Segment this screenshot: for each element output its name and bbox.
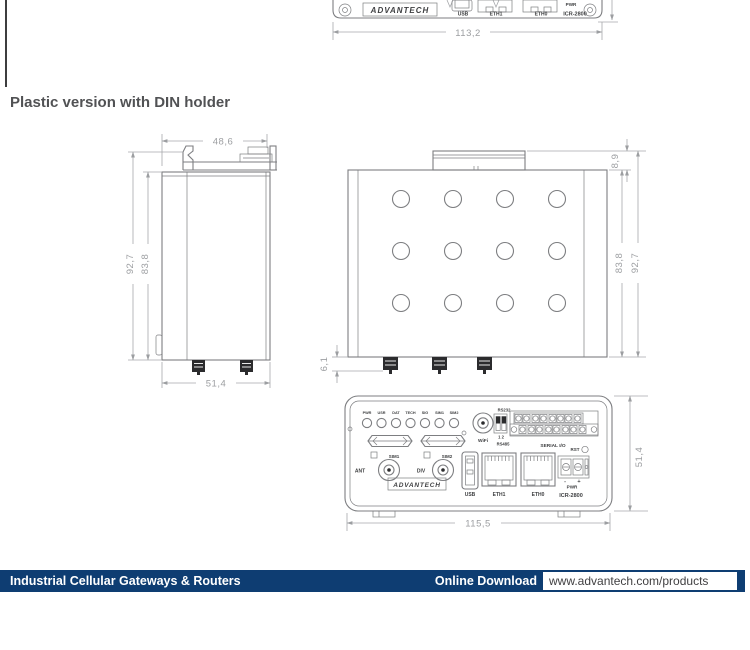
rs485-label: RS485 bbox=[496, 441, 510, 447]
brand-logo-box bbox=[363, 3, 437, 16]
eth1-label: ETH1 bbox=[489, 11, 503, 18]
usb-label: USB bbox=[457, 11, 469, 18]
status-leds bbox=[362, 411, 458, 428]
led-label-dat: DAT bbox=[392, 411, 400, 415]
led-label-sim1: SIM1 bbox=[435, 411, 444, 415]
cut-dim-arrow-right bbox=[493, 0, 499, 7]
led-label-sig: SIG bbox=[421, 411, 429, 415]
wifi-label: WiFi bbox=[477, 439, 489, 444]
front-panel-drawing bbox=[345, 396, 648, 531]
dim-83-8-side: 83,8 bbox=[140, 253, 151, 275]
sim1-eject-icon bbox=[371, 452, 377, 458]
eth1-label-front: ETH1 bbox=[492, 492, 506, 498]
eth1-port-front bbox=[482, 453, 516, 486]
led-label-sim2: SIM2 bbox=[449, 411, 459, 415]
din-rail-tab-top bbox=[433, 151, 525, 170]
eth0-label-front: ETH0 bbox=[531, 492, 545, 498]
power-terminal-block bbox=[558, 456, 589, 478]
pwr-label: PWR bbox=[565, 2, 577, 7]
dim-51-4-side: 51,4 bbox=[205, 378, 227, 390]
sim2-eject-icon bbox=[424, 452, 430, 458]
screw-left-icon bbox=[339, 4, 351, 16]
vent-holes bbox=[393, 191, 566, 312]
sim2-slot bbox=[421, 436, 465, 447]
panel-screw-hole-right bbox=[462, 431, 466, 435]
rs232-label: RS232 bbox=[497, 407, 511, 413]
rs232-rs485-dip-switch bbox=[494, 414, 507, 433]
led-label-usr: USR bbox=[377, 411, 386, 415]
div-label: DIV bbox=[416, 468, 426, 475]
led-label-pwr: PWR bbox=[362, 411, 372, 415]
usb-port-front bbox=[462, 452, 478, 489]
din-clip-side bbox=[183, 146, 277, 170]
side-bottom-connectors bbox=[192, 360, 253, 375]
sim2-label: SIM2 bbox=[441, 454, 453, 459]
eth0-label: ETH0 bbox=[534, 11, 548, 18]
ant-label: ANT bbox=[354, 468, 366, 475]
pwr-label-front: PWR bbox=[566, 484, 578, 490]
side-view-drawing bbox=[125, 134, 277, 390]
brand-logo: ADVANTECH bbox=[370, 6, 430, 15]
eth1-port bbox=[478, 0, 512, 12]
dip-numbers-label: 1 2 bbox=[498, 434, 504, 440]
model-label: ICR-2800 bbox=[563, 11, 587, 18]
footer-bar bbox=[0, 570, 745, 592]
serial-io-terminal-block bbox=[510, 411, 598, 436]
footer-category: Industrial Cellular Gateways & Routers bbox=[10, 574, 241, 588]
rst-label: RST bbox=[570, 447, 580, 452]
serial-io-label: SERIAL I/O bbox=[540, 444, 566, 449]
din-clip-bottom-right bbox=[558, 511, 580, 517]
usb-port bbox=[452, 0, 472, 11]
footer-url-link[interactable]: www.advantech.com/products bbox=[543, 572, 737, 590]
dim-6-1: 6,1 bbox=[319, 356, 330, 372]
dim-115-5: 115,5 bbox=[465, 518, 491, 530]
dim-92-7-top: 92,7 bbox=[630, 252, 641, 274]
footer-download-area bbox=[435, 572, 745, 590]
brand-logo-front: ADVANTECH bbox=[393, 482, 441, 489]
wifi-antenna-connector bbox=[473, 413, 493, 433]
din-clip-bottom-left bbox=[373, 511, 395, 517]
dim-51-4-front: 51,4 bbox=[634, 446, 645, 468]
brand-logo-box-front bbox=[388, 478, 446, 490]
sim1-slot bbox=[368, 436, 412, 447]
dim-113-2: 113,2 bbox=[455, 28, 481, 39]
eth0-port-front bbox=[521, 453, 555, 486]
eth0-port bbox=[523, 0, 557, 12]
led-label-tech: TECH bbox=[405, 411, 416, 415]
dim-92-7-side: 92,7 bbox=[125, 253, 136, 275]
dim-8-9: 8,9 bbox=[610, 153, 621, 169]
pwr-minus-label: - bbox=[564, 479, 566, 485]
ant-antenna-connector bbox=[379, 460, 400, 481]
div-antenna-connector bbox=[433, 460, 454, 481]
top-bottom-connectors bbox=[383, 357, 492, 374]
pwr-plus-label: + bbox=[577, 479, 581, 485]
model-label-front: ICR-2800 bbox=[559, 493, 583, 499]
reset-button bbox=[582, 446, 588, 452]
footer-download-label: Online Download bbox=[434, 574, 537, 588]
dim-48-6: 48,6 bbox=[212, 136, 234, 148]
dim-83-8-top: 83,8 bbox=[614, 252, 625, 274]
usb-label-front: USB bbox=[464, 492, 476, 498]
side-mount-tab bbox=[156, 335, 162, 355]
section-heading: Plastic version with DIN holder bbox=[10, 94, 231, 111]
metal-version-front-panel-drawing bbox=[333, 0, 618, 40]
sim1-label: SIM1 bbox=[388, 454, 400, 459]
top-view-drawing bbox=[319, 139, 646, 383]
